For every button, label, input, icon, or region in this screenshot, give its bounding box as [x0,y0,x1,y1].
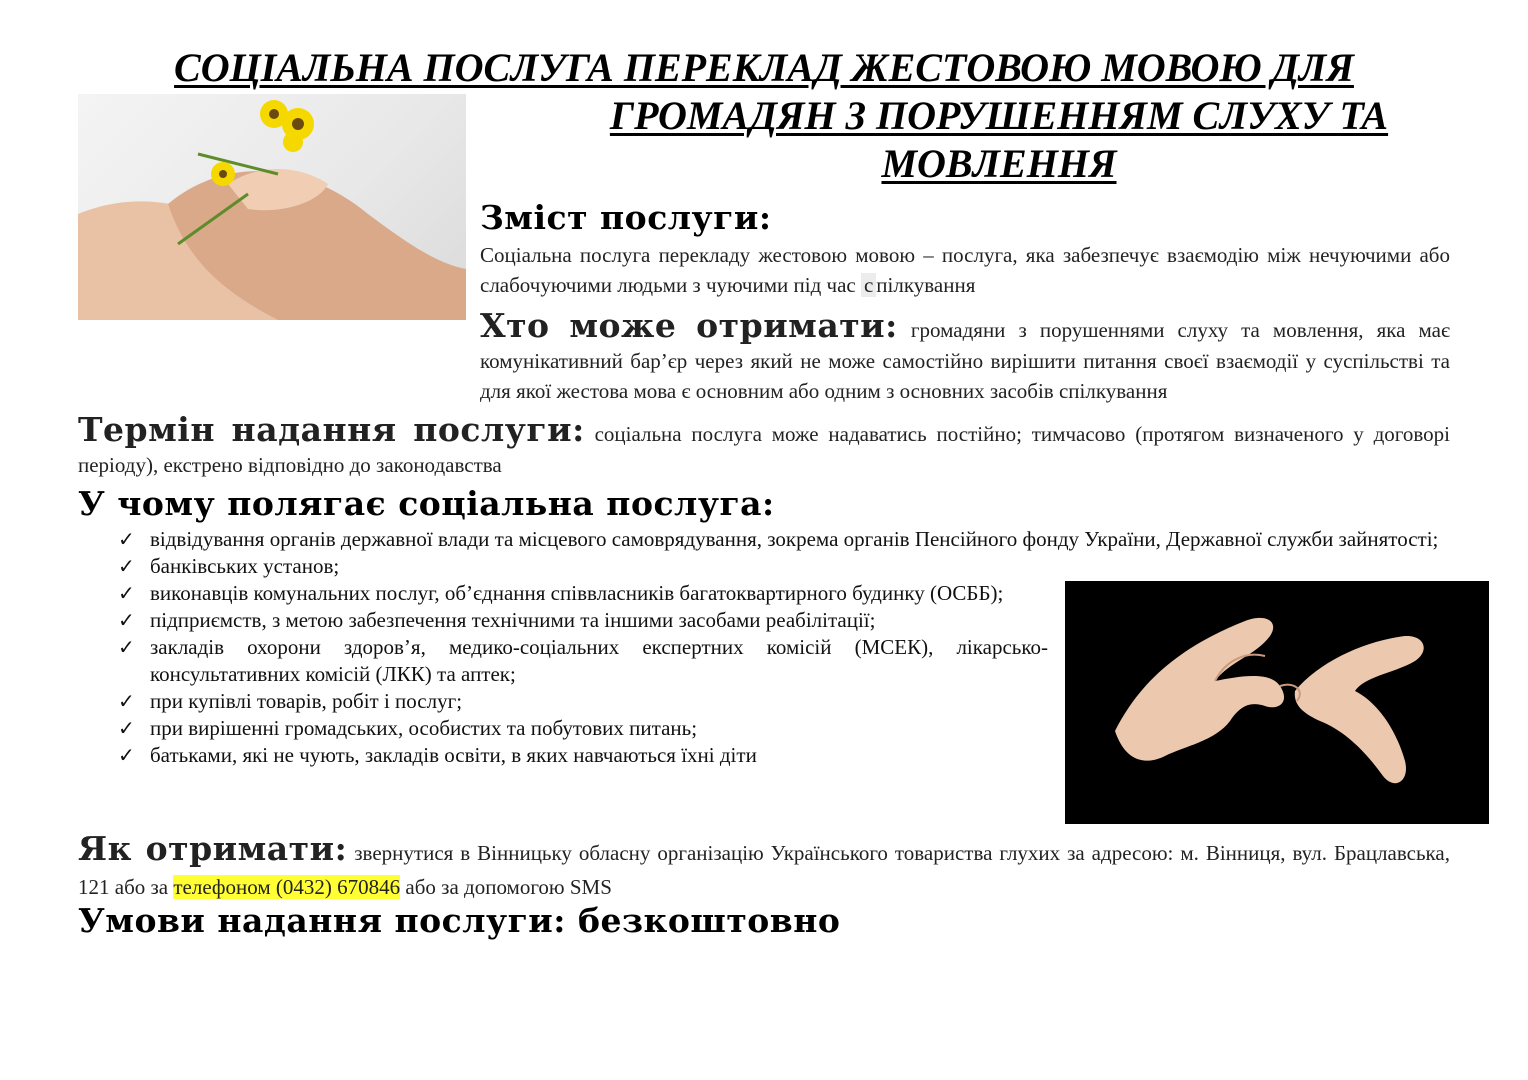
title-line-3: МОВЛЕННЯ [881,141,1117,186]
list-item: ✓ закладів охорони здоров’я, медико-соціальних експертних комісій (МСЕК), лікарсько-консультативних комісій (ЛКК) та аптек; [118,635,1048,686]
term-heading: Термін надання послуги: [78,410,585,449]
service-heading: У чому полягає соціальна послуга: [78,484,775,523]
sign-language-illustration [1065,581,1489,824]
content-text-main: Соціальна послуга перекладу жестовою мовою – послуга, яка забезпечує взаємодію між нечуючими або слабочуючими людьми з чуючими під час [480,243,1450,297]
check-icon: ✓ [118,581,135,605]
how-text-end: або за допомогою SMS [400,875,612,899]
section-how [78,826,1450,902]
check-icon: ✓ [118,554,135,578]
check-icon: ✓ [118,608,135,632]
section-content [480,196,1450,300]
hands-with-flowers-photo [78,94,466,320]
list-item: ✓ батьками, які не чують, закладів освіти, в яких навчаються їхні діти [118,743,757,767]
check-icon: ✓ [118,743,135,767]
conditions-heading: Умови надання послуги: безкоштовно [78,901,841,940]
check-icon: ✓ [118,635,135,659]
check-icon: ✓ [118,716,135,740]
list-item: ✓ при купівлі товарів, робіт і послуг; [118,689,463,713]
content-text-mark: с [861,273,876,297]
content-heading: Зміст послуги: [480,198,772,237]
check-icon: ✓ [118,689,135,713]
how-heading: Як отримати: [78,829,348,868]
who-text: громадяни з порушеннями слуху та мовлення, яка має комунікативний бар’єр через який не може самостійно вирішити питання своєї взаємодії у суспільстві та для якої жестова мова є основним або одним з основних засобів спілкування [480,318,1451,403]
phone-highlight: телефоном (0432) 670846 [173,875,401,899]
section-who [78,306,1450,406]
section-term [78,410,1450,480]
list-item: ✓ виконавців комунальних послуг, об’єднання співвласників багатоквартирного будинку (ОСББ); [118,581,1004,605]
check-icon: ✓ [118,527,135,551]
list-item: ✓ при вирішенні громадських, особистих та побутових питань; [118,716,698,740]
how-text: звернутися в Вінницьку обласну організацію Українського товариства глухих за адресою: м. Вінниця, вул. Брацлавська, 121 або за [78,841,1451,899]
list-item: ✓ підприємств, з метою забезпечення технічними та іншими засобами реабілітації; [118,608,876,632]
title-line-2: ГРОМАДЯН З ПОРУШЕННЯМ СЛУХУ ТА [609,93,1389,138]
content-text-end: пілкування [876,273,976,297]
list-item: ✓ відвідування органів державної влади та місцевого самоврядування, зокрема органів Пенсійного фонду України, Державної служби зайнятості; [118,527,1439,551]
sign-language-hands-photo [1065,581,1489,824]
term-text: соціальна послуга може надаватись постійно; тимчасово (протягом визначеного у договорі періоду), екстрено відповідно до законодавства [78,422,1450,477]
list-item: ✓ банківських установ; [118,554,340,578]
title-line-1: СОЦІАЛЬНА ПОСЛУГА ПЕРЕКЛАД ЖЕСТОВОЮ МОВОЮ ДЛЯ [174,45,1354,90]
who-heading: Хто може отримати: [480,306,898,345]
content-text [480,240,1450,300]
hands-with-flowers-illustration [78,94,466,320]
